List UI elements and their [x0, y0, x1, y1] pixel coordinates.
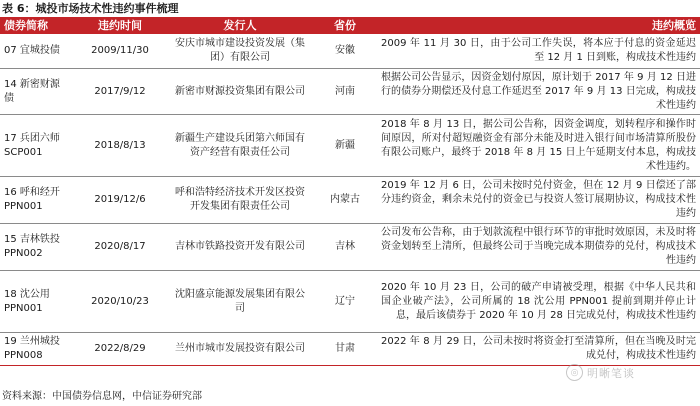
overview-cell: 2020 年 10 月 23 日，公司的破产申请被受理，根据《中华人民共和国企业破产法》，公司所属的 18 沈公用 PPN001 提前到期并停止计息，最后该债券于 2020 年 10 月 28 日完成兑付，构成技术性违约 — [377, 271, 700, 333]
bond-name-cell: 16 呼和经开 PPN001 — [0, 177, 73, 224]
bond-name-cell: 14 新密财源债 — [0, 69, 73, 115]
bond-name-cell: 15 吉林铁投 PPN002 — [0, 224, 73, 271]
table-row — [0, 224, 700, 271]
issuer-cell: 呼和浩特经济技术开发区投资开发集团有限责任公司 — [167, 177, 313, 224]
source-note: 资料来源：中国债券信息网，中信证券研究部 — [2, 391, 202, 402]
default-time-cell: 2019/12/6 — [73, 177, 167, 224]
overview-cell: 2018 年 8 月 13 日，据公司公告称，因资金调度，划转程序和操作时间原因，所对付超短融资金有部分未能及时进入银行间市场清算所股份有限公司账户，最终于 2018 年 8 月 15 日上午延期支付本息，构成技术性违约。 — [377, 115, 700, 177]
table-header-row — [0, 17, 700, 34]
watermark — [566, 364, 635, 381]
issuer-cell: 兰州市城市发展投资有限公司 — [167, 333, 313, 366]
issuer-cell: 新密市财源投资集团有限公司 — [167, 69, 313, 115]
overview-cell: 公司发布公告称，由于划款流程中银行环节的审批时效原因，未及时将资金划转至上清所，但最终公司于当晚完成本期债券的兑付，构成技术性违约 — [377, 224, 700, 271]
table-row — [0, 34, 700, 69]
overview-cell: 2022 年 8 月 29 日，公司未按时将资金打至清算所，但在当晚及时完成兑付，构成技术性违约 — [377, 333, 700, 366]
bond-name-cell: 17 兵团六师 SCP001 — [0, 115, 73, 177]
bond-name-cell: 07 宜城投债 — [0, 34, 73, 69]
default-time-cell: 2009/11/30 — [73, 34, 167, 69]
header-issuer: 发行人 — [167, 17, 313, 34]
province-cell: 内蒙古 — [313, 177, 377, 224]
default-time-cell: 2017/9/12 — [73, 69, 167, 115]
issuer-cell: 沈阳盛京能源发展集团有限公司 — [167, 271, 313, 333]
province-cell: 河南 — [313, 69, 377, 115]
header-overview: 违约概览 — [377, 17, 700, 34]
province-cell: 辽宁 — [313, 271, 377, 333]
wechat-channel-icon: ◎ — [566, 364, 583, 381]
bond-name-cell: 18 沈公用 PPN001 — [0, 271, 73, 333]
overview-cell: 2009 年 11 月 30 日，由于公司工作失误，将本应于付息的资金延迟至 12 月 1 日到账，构成技术性违约 — [377, 34, 700, 69]
header-default-time: 违约时间 — [73, 17, 167, 34]
overview-cell: 2019 年 12 月 6 日，公司未按时兑付资金，但在 12 月 9 日偿还了部分违约资金，剩余未兑付的资金已与投资人签订展期协议，构成技术性违约 — [377, 177, 700, 224]
table-row — [0, 177, 700, 224]
issuer-cell: 新疆生产建设兵团第六师国有资产经营有限责任公司 — [167, 115, 313, 177]
issuer-cell: 安庆市城市建设投资发展（集团）有限公司 — [167, 34, 313, 69]
province-cell: 新疆 — [313, 115, 377, 177]
province-cell: 甘肃 — [313, 333, 377, 366]
default-time-cell: 2018/8/13 — [73, 115, 167, 177]
default-events-table — [0, 17, 700, 366]
header-province: 省份 — [313, 17, 377, 34]
default-time-cell: 2020/10/23 — [73, 271, 167, 333]
table-row — [0, 271, 700, 333]
province-cell: 吉林 — [313, 224, 377, 271]
issuer-cell: 吉林市铁路投资开发有限公司 — [167, 224, 313, 271]
header-bond-name: 债券简称 — [0, 17, 73, 34]
watermark-text: 明晰笔谈 — [587, 366, 635, 380]
overview-cell: 根据公司公告显示，因资金划付原因，原计划于 2017 年 9 月 12 日进行的债券分期偿还及付息工作延迟至 2017 年 9 月 13 日完成，构成技术性违约 — [377, 69, 700, 115]
table-row — [0, 333, 700, 366]
default-time-cell: 2022/8/29 — [73, 333, 167, 366]
table-row — [0, 69, 700, 115]
default-time-cell: 2020/8/17 — [73, 224, 167, 271]
table-caption: 表 6：城投市场技术性违约事件梳理 — [2, 2, 179, 15]
table-row — [0, 115, 700, 177]
province-cell: 安徽 — [313, 34, 377, 69]
bond-name-cell: 19 兰州城投 PPN008 — [0, 333, 73, 366]
